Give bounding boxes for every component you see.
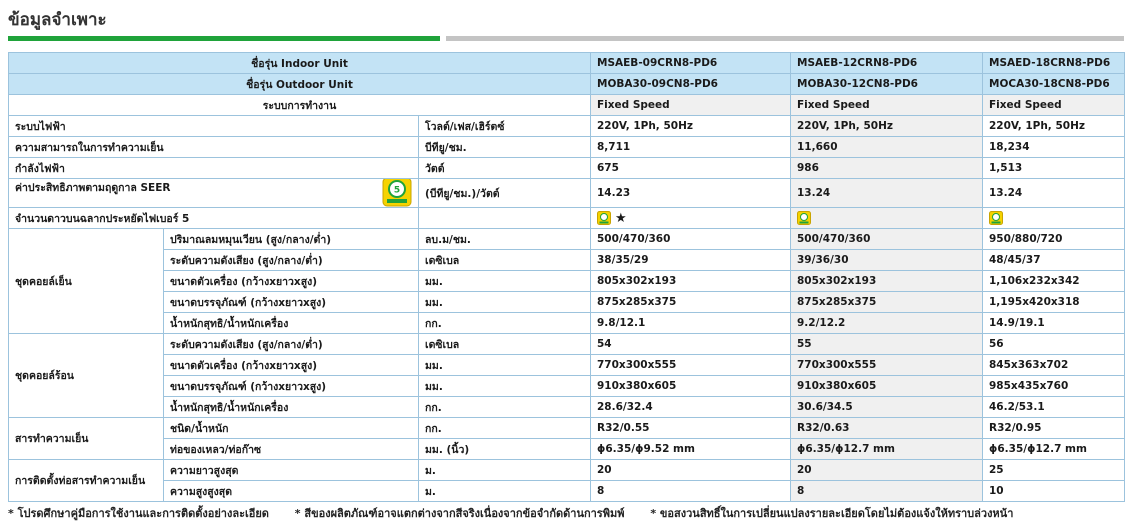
row-group-text: กำลังไฟฟ้า [15, 162, 65, 175]
table-row [9, 376, 1125, 397]
row-unit: กก. [419, 418, 591, 439]
spec-value: 910x380x605 [791, 376, 983, 397]
row-group-label [9, 158, 419, 179]
spec-value: 46.2/53.1 [983, 397, 1125, 418]
table-row [9, 208, 1125, 229]
row-sub-label: ขนาดตัวเครื่อง (กว้างxยาวxสูง) [164, 355, 419, 376]
spec-value: 8 [591, 481, 791, 502]
outdoor-model-3: MOCA30-18CN8-PD6 [983, 74, 1125, 95]
spec-value: ϕ6.35/ϕ12.7 mm [983, 439, 1125, 460]
table-row [9, 179, 1125, 208]
row-group-text: ชุดคอยล์เย็น [15, 275, 72, 288]
system-row [9, 95, 1125, 116]
row-sub-label: ความสูงสูงสุด [164, 481, 419, 502]
spec-value: 220V, 1Ph, 50Hz [591, 116, 791, 137]
spec-value: 500/470/360 [591, 229, 791, 250]
spec-value: 8 [791, 481, 983, 502]
table-row [9, 481, 1125, 502]
footer-note-1: * โปรดศึกษาคู่มือการใช้งานและการติดตั้งอย่างละเอียด [8, 507, 269, 520]
table-row [9, 250, 1125, 271]
spec-value: 38/35/29 [591, 250, 791, 271]
row-group-label [9, 229, 164, 334]
row-group-label [9, 418, 164, 460]
row-sub-label: ระดับความดังเสียง (สูง/กลาง/ต่ำ) [164, 334, 419, 355]
row-unit: บีทียู/ชม. [419, 137, 591, 158]
table-row [9, 137, 1125, 158]
title-underline-accent [8, 36, 440, 41]
spec-value: 10 [983, 481, 1125, 502]
row-unit [419, 208, 591, 229]
spec-value [591, 208, 791, 229]
row-group-text: สารทำความเย็น [15, 433, 89, 445]
row-unit: มม. [419, 292, 591, 313]
spec-value: 770x300x555 [791, 355, 983, 376]
spec-value: 11,660 [791, 137, 983, 158]
spec-value: 770x300x555 [591, 355, 791, 376]
row-group-text: ค่าประสิทธิภาพตามฤดูกาล SEER [15, 182, 171, 194]
row-group-text: ระบบไฟฟ้า [15, 120, 66, 133]
row-unit: กก. [419, 397, 591, 418]
spec-table [8, 52, 1125, 502]
spec-value: 675 [591, 158, 791, 179]
row-unit: (บีทียู/ชม.)/วัตต์ [419, 179, 591, 208]
row-sub-label: ขนาดบรรจุภัณฑ์ (กว้างxยาวxสูง) [164, 292, 419, 313]
spec-value: 39/36/30 [791, 250, 983, 271]
row-unit: เดซิเบล [419, 250, 591, 271]
spec-value: 13.24 [791, 179, 983, 208]
title-underline-rest [446, 36, 1124, 41]
row-group-label [9, 334, 164, 418]
row-unit: โวลต์/เฟส/เฮิร์ตซ์ [419, 116, 591, 137]
spec-value: 8,711 [591, 137, 791, 158]
footer-note-3: * ขอสงวนสิทธิ์ในการเปลี่ยนแปลงรายละเอียดโดยไม่ต้องแจ้งให้ทราบล่วงหน้า [650, 507, 1014, 520]
spec-value: 220V, 1Ph, 50Hz [983, 116, 1125, 137]
spec-value: 30.6/34.5 [791, 397, 983, 418]
spec-value: 500/470/360 [791, 229, 983, 250]
energy-label-mini-icon [597, 211, 611, 225]
row-sub-label: ขนาดบรรจุภัณฑ์ (กว้างxยาวxสูง) [164, 376, 419, 397]
spec-value: R32/0.63 [791, 418, 983, 439]
spec-value: 14.9/19.1 [983, 313, 1125, 334]
row-group-text: ชุดคอยล์ร้อน [15, 370, 74, 382]
spec-value: 9.8/12.1 [591, 313, 791, 334]
spec-value: 20 [791, 460, 983, 481]
spec-value: 1,195x420x318 [983, 292, 1125, 313]
spec-value: 805x302x193 [791, 271, 983, 292]
spec-value: 55 [791, 334, 983, 355]
row-sub-label: ท่อของเหลว/ท่อก๊าซ [164, 439, 419, 460]
system-mode-3: Fixed Speed [983, 95, 1125, 116]
table-row [9, 229, 1125, 250]
row-unit: มม. [419, 271, 591, 292]
spec-value: 805x302x193 [591, 271, 791, 292]
table-row [9, 418, 1125, 439]
outdoor-model-2: MOBA30-12CN8-PD6 [791, 74, 983, 95]
spec-value: 875x285x375 [591, 292, 791, 313]
star-icon: ★ [615, 210, 627, 226]
table-row [9, 460, 1125, 481]
row-unit: เดซิเบล [419, 334, 591, 355]
spec-value: 845x363x702 [983, 355, 1125, 376]
row-sub-label: น้ำหนักสุทธิ/น้ำหนักเครื่อง [164, 313, 419, 334]
energy-label-mini-icon [989, 211, 1003, 225]
spec-value: 14.23 [591, 179, 791, 208]
spec-value: R32/0.55 [591, 418, 791, 439]
spec-value: 48/45/37 [983, 250, 1125, 271]
spec-value: 1,106x232x342 [983, 271, 1125, 292]
row-sub-label: ปริมาณลมหมุนเวียน (สูง/กลาง/ต่ำ) [164, 229, 419, 250]
spec-value: 20 [591, 460, 791, 481]
spec-value: 25 [983, 460, 1125, 481]
row-unit: มม. [419, 355, 591, 376]
row-sub-label: ระดับความดังเสียง (สูง/กลาง/ต่ำ) [164, 250, 419, 271]
page-title: ข้อมูลจำเพาะ [8, 10, 107, 30]
header-row-indoor [9, 53, 1125, 74]
spec-value: 9.2/12.2 [791, 313, 983, 334]
spec-value: 220V, 1Ph, 50Hz [791, 116, 983, 137]
indoor-label: ชื่อรุ่น Indoor Unit [9, 53, 591, 74]
outdoor-model-1: MOBA30-09CN8-PD6 [591, 74, 791, 95]
row-unit: ม. [419, 481, 591, 502]
row-group-label [9, 137, 419, 158]
energy-label-no5-icon [382, 179, 412, 208]
row-unit: กก. [419, 313, 591, 334]
svg-text:5: 5 [393, 185, 401, 196]
spec-value: R32/0.95 [983, 418, 1125, 439]
row-group-text: การติดตั้งท่อสารทำความเย็น [15, 475, 146, 487]
row-unit: มม. [419, 376, 591, 397]
row-group-text: ความสามารถในการทำความเย็น [15, 141, 164, 154]
spec-value: ϕ6.35/ϕ12.7 mm [791, 439, 983, 460]
spec-value: 910x380x605 [591, 376, 791, 397]
table-row [9, 313, 1125, 334]
table-row [9, 334, 1125, 355]
row-group-label [9, 460, 164, 502]
row-sub-label: ความยาวสูงสุด [164, 460, 419, 481]
table-row [9, 271, 1125, 292]
row-group-text: จำนวนดาวบนฉลากประหยัดไฟเบอร์ 5 [15, 212, 190, 225]
table-row [9, 397, 1125, 418]
table-row [9, 158, 1125, 179]
spec-value: 986 [791, 158, 983, 179]
spec-value: 54 [591, 334, 791, 355]
spec-value: 950/880/720 [983, 229, 1125, 250]
footer-notes [8, 504, 1035, 522]
indoor-model-2: MSAEB-12CRN8-PD6 [791, 53, 983, 74]
table-row [9, 355, 1125, 376]
row-sub-label: ชนิด/น้ำหนัก [164, 418, 419, 439]
row-group-label [9, 116, 419, 137]
system-mode-1: Fixed Speed [591, 95, 791, 116]
table-row [9, 292, 1125, 313]
row-group-label [9, 179, 419, 208]
indoor-model-1: MSAEB-09CRN8-PD6 [591, 53, 791, 74]
footer-note-2: * สีของผลิตภัณฑ์อาจแตกต่างจากสีจริงเนื่องจากข้อจำกัดด้านการพิมพ์ [294, 507, 625, 520]
row-sub-label: ขนาดตัวเครื่อง (กว้างxยาวxสูง) [164, 271, 419, 292]
spec-value: 56 [983, 334, 1125, 355]
table-row [9, 439, 1125, 460]
spec-value: 13.24 [983, 179, 1125, 208]
row-sub-label: น้ำหนักสุทธิ/น้ำหนักเครื่อง [164, 397, 419, 418]
energy-label-mini-icon [797, 211, 811, 225]
spec-value: 1,513 [983, 158, 1125, 179]
header-row-outdoor [9, 74, 1125, 95]
spec-value: ϕ6.35/ϕ9.52 mm [591, 439, 791, 460]
row-unit: มม. (นิ้ว) [419, 439, 591, 460]
row-group-label [9, 208, 419, 229]
row-unit: ลบ.ม/ชม. [419, 229, 591, 250]
spec-value [983, 208, 1125, 229]
outdoor-label: ชื่อรุ่น Outdoor Unit [9, 74, 591, 95]
table-row [9, 116, 1125, 137]
row-unit: วัตต์ [419, 158, 591, 179]
indoor-model-3: MSAED-18CRN8-PD6 [983, 53, 1125, 74]
spec-value: 28.6/32.4 [591, 397, 791, 418]
system-mode-2: Fixed Speed [791, 95, 983, 116]
spec-value: 18,234 [983, 137, 1125, 158]
spec-value: 875x285x375 [791, 292, 983, 313]
row-unit: ม. [419, 460, 591, 481]
spec-value: 985x435x760 [983, 376, 1125, 397]
system-label: ระบบการทำงาน [9, 95, 591, 116]
spec-value [791, 208, 983, 229]
